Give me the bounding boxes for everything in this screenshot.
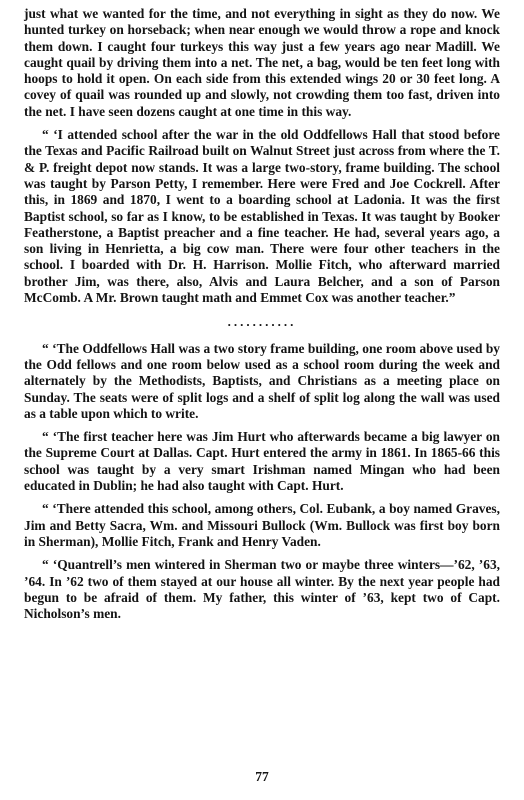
page-body [24,6,500,622]
paragraph-hunting: just what we wanted for the time, and not everything in sight as they do now. We hunted turkey on horseback; when near enough we would throw a rope and knock them down. I caught four turkeys this way just a few years ago near Madill. We caught quail by driving them into a net. The net, a bag, would be ten feet long with hoops to hold it open. On each side from this extended wings 20 or 30 feet long. A covey of quail was rounded up and slowly, not crowding them too fast, driven into the net. I have seen dozens caught at one time in this way. [24,6,500,119]
paragraph-hall-description: “ ‘The Oddfellows Hall was a two story frame building, one room above used by the Odd fellows and one room below used as a school room during the week and alternately by the Methodists, Baptists, and Christians as a meeting place on Sunday. The seats were of split logs and a shelf of split log along the wall was used as a table upon which to write. [24,340,500,421]
paragraph-quantrell: “ ‘Quantrell’s men wintered in Sherman two or maybe three winters—’62, ’63, ’64. In ’62 two of them stayed at our house all winter. By the next year people had begun to be afraid of them. My father, this winter of ’63, kept two of Capt. Nicholson’s men. [24,557,500,622]
paragraph-school-oddfellows: “ ‘I attended school after the war in the old Oddfellows Hall that stood before the Texas and Pacific Railroad built on Walnut Street just across from where the T. & P. freight depot now stands. It was a large two-story, frame building. The school was taught by Parson Petty, I remember. Here were Fred and Joe Cockrell. After this, in 1869 and 1870, I went to a boarding school at Ladonia. It was the first Baptist school, so far as I know, to be established in Texas. It was taught by Booker Featherstone, a Baptist preacher and a fine teacher. He had, several years ago, a son living in Henrietta, a big cow man. There were four other teachers in the school. I boarded with Dr. H. Harrison. Mollie Fitch, who afterward married brother Jim, was there, also, Alvis and Laura Belcher, and a son of Parson McComb. A Mr. Brown taught math and Emmet Cox was another teacher.” [24,127,500,306]
section-divider: ........... [227,314,297,330]
paragraph-attendees: “ ‘There attended this school, among others, Col. Eubank, a boy named Graves, Jim and Betty Sacra, Wm. and Missouri Bullock (Wm. Bullock was first boy born in Sherman), Mollie Fitch, Frank and Henry Vaden. [24,501,500,549]
paragraph-first-teacher: “ ‘The first teacher here was Jim Hurt who afterwards became a big lawyer on the Supreme Court at Dallas. Capt. Hurt entered the army in 1861. In 1865-66 this school was taught by a very smart Irishman named Mingan who had been educated in Dublin; he had also taught with Capt. Hurt. [24,429,500,494]
page-number: 77 [255,769,269,784]
